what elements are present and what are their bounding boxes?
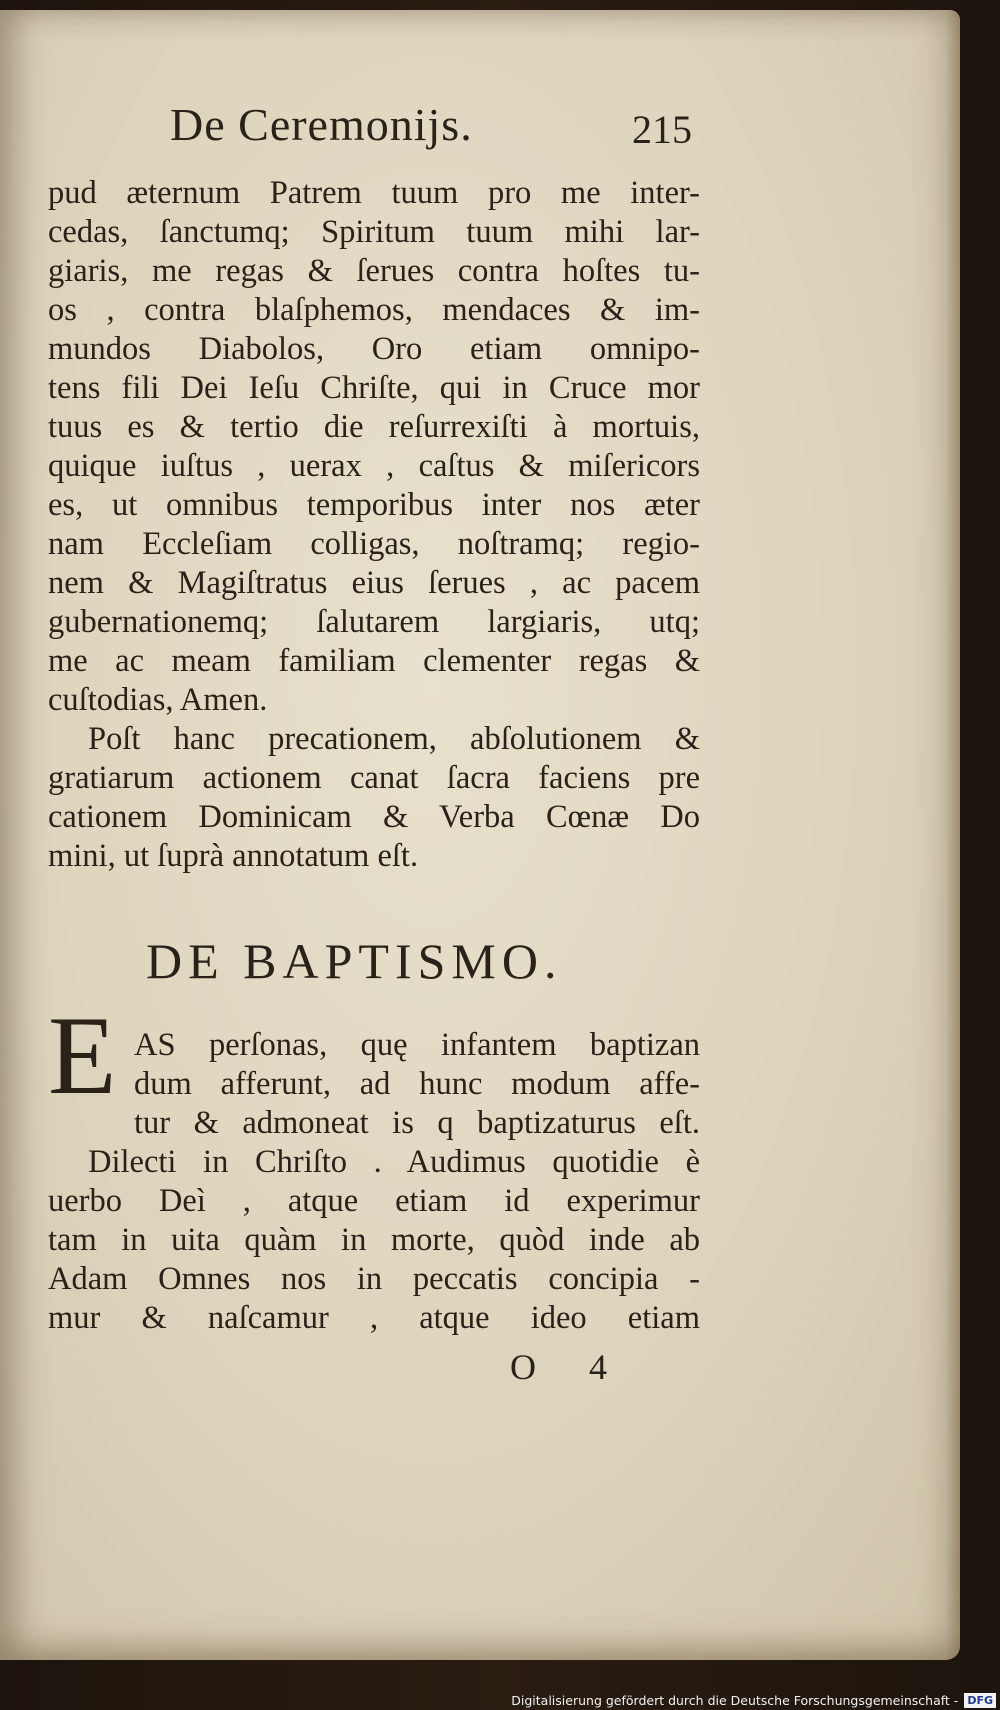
text-line: me ac meam familiam clementer regas & [48,643,700,679]
text-line: os , contra blaſphemos, mendaces & im- [48,292,700,328]
text-line: tur & admoneat is q baptizaturus eſt. [134,1105,700,1141]
page-edge-shadow [946,10,960,1660]
text-line: cuſtodias, Amen. [48,682,268,718]
digitization-footer [511,1693,996,1708]
text-line: Poſt hanc precationem, abſolutionem & [88,721,700,757]
drop-cap-initial: E [48,994,117,1118]
text-line: gubernationemq; ſalutarem largiaris, utq; [48,604,700,640]
text-line: dum afferunt, ad hunc modum affe- [134,1066,700,1102]
paragraph-prayer [48,174,700,876]
book-page [0,10,960,1660]
footer-credit-text: Digitalisierung gefördert durch die Deutsche Forschungsgemeinschaft - [511,1693,959,1708]
paragraph-baptism-address [48,1143,700,1338]
text-line: quique iuſtus , uerax , caſtus & miſericors [48,448,700,484]
text-line: es, ut omnibus temporibus inter nos æter [48,487,700,523]
section-heading: DE BAPTISMO. [146,933,563,989]
signature-mark: O 4 [510,1347,629,1387]
text-line: mundos Diabolos, Oro etiam omnipo- [48,331,700,367]
page-number: 215 [632,107,692,152]
text-line: tuus es & tertio die reſurrexiſti à mortuis, [48,409,700,445]
text-line: Dilecti in Chriſto . Audimus quotidie è [88,1144,700,1180]
text-line: gratiarum actionem canat ſacra faciens pre [48,760,700,796]
text-line: nem & Magiſtratus eius ſerues , ac pacem [48,565,700,601]
text-line: Adam Omnes nos in peccatis concipia - [48,1261,700,1297]
paragraph-baptism-intro [134,1026,700,1143]
text-line: tens fili Dei Ieſu Chriſte, qui in Cruce mor [48,370,700,406]
text-line: uerbo Deì , atque etiam id experimur [48,1183,700,1219]
text-line: cedas, ſanctumq; Spiritum tuum mihi lar- [48,214,700,250]
text-line: AS perſonas, quę infantem baptizan [134,1027,700,1063]
text-line: tam in uita quàm in morte, quòd inde ab [48,1222,700,1258]
text-line: cationem Dominicam & Verba Cœnæ Do [48,799,700,835]
text-line: mur & naſcamur , atque ideo etiam [48,1300,700,1336]
running-title: De Ceremonijs. [170,99,473,150]
text-line: mini, ut ſuprà annotatum eſt. [48,838,419,874]
dfg-logo: DFG [964,1693,996,1708]
text-line: nam Eccleſiam colligas, noſtramq; regio- [48,526,700,562]
text-line: giaris, me regas & ſerues contra hoſtes tu- [48,253,700,289]
text-line: pud æternum Patrem tuum pro me inter- [48,175,700,211]
